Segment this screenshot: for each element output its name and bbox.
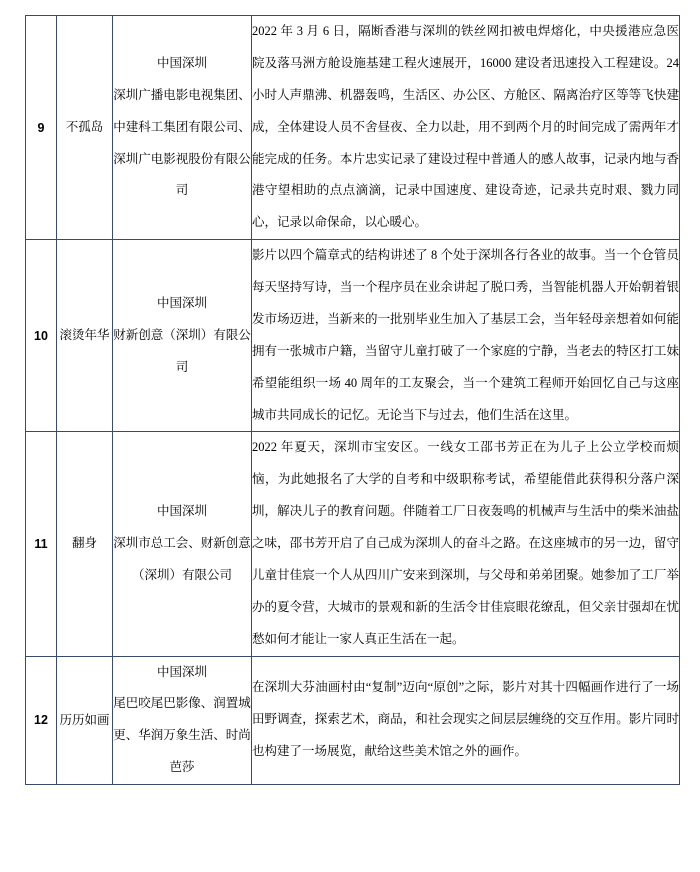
synopsis-text: 2022 年 3 月 6 日，隔断香港与深圳的铁丝网扣被电焊熔化，中央援港应急医院及落马洲方舱设施基建工程火速展开，16000 建设者迅速投入工程建设。24 小时人声鼎沸、机器轰鸣，生活区、办公区、方舱区、隔离治疗区等等飞快建成，全体建设人员不舍昼夜、全力以赴，用不到两个月的时间完成了需两年才能完成的任务。本片忠实记录了建设过程中普通人的感人故事，记录内地与香港守望相助的点点滴滴，记录中国速度、建设奇迹，记录共克时艰、戮力同心，记录以命保命，以心暖心。 bbox=[252, 24, 679, 230]
film-title-cell: 历历如画 bbox=[57, 656, 113, 785]
producer-name: 财新创意（深圳）有限公司 bbox=[113, 327, 251, 374]
synopsis-text: 影片以四个篇章式的结构讲述了 8 个处于深圳各行各业的故事。当一个仓管员每天坚持写诗，当一个程序员在业余讲起了脱口秀，当智能机器人开始朝着银发市场迈进，当新来的一批别毕业生加入了基层工会，当年轻母亲想着如何能拥有一张城市户籍，当留守儿童打破了一个家庭的宁静，当老去的特区打工妹希望能组织一场 40 周年的工友聚会，当一个建筑工程师开始回忆自己与这座城市共同成长的记忆。无论当下与过去，他们生活在这里。 bbox=[252, 248, 679, 422]
producer-name: 深圳市总工会、财新创意（深圳）有限公司 bbox=[113, 536, 251, 582]
synopsis-cell bbox=[252, 240, 680, 432]
producer-name: 深圳广播电影电视集团、中建科工集团有限公司、深圳广电影视股份有限公司 bbox=[113, 87, 251, 198]
row-index-cell: 11 bbox=[26, 432, 57, 656]
synopsis-cell bbox=[252, 432, 680, 656]
table-row bbox=[26, 432, 680, 656]
producer-cell bbox=[113, 432, 252, 656]
film-title-cell: 翻身 bbox=[57, 432, 113, 656]
table-row bbox=[26, 16, 680, 240]
film-list-table bbox=[25, 15, 680, 785]
film-title-cell: 不孤岛 bbox=[57, 16, 113, 240]
producer-cell bbox=[113, 16, 252, 240]
synopsis-cell bbox=[252, 16, 680, 240]
table-row bbox=[26, 656, 680, 785]
synopsis-text: 2022 年夏天，深圳市宝安区。一线女工邵书芳正在为儿子上公立学校而烦恼，为此她报名了大学的自考和中级职称考试，希望能借此获得积分落户深圳，解决儿子的教育问题。伴随着工厂日夜轰鸣的机械声与生活中的柴米油盐之味，邵书芳开启了自己成为深圳人的奋斗之路。在这座城市的另一边，留守儿童甘佳宸一个人从四川广安来到深圳，与父母和弟弟团聚。她参加了工厂举办的夏令营，大城市的景观和新的生活令甘佳宸眼花缭乱，但父亲甘强却在忧愁如何才能让一家人真正生活在一起。 bbox=[252, 440, 679, 646]
producer-cell bbox=[113, 240, 252, 432]
row-index-cell: 9 bbox=[26, 16, 57, 240]
producer-region: 中国深圳 bbox=[156, 55, 207, 70]
table-body bbox=[26, 16, 680, 785]
synopsis-text: 在深圳大芬油画村由“复制”迈向“原创”之际，影片对其十四幅画作进行了一场田野调查，探索艺术，商品，和社会现实之间层层缠绕的交互作用。影片同时也构建了一场展览，献给这些美术馆之外的画作。 bbox=[252, 680, 679, 759]
table-row bbox=[26, 240, 680, 432]
producer-cell bbox=[113, 656, 252, 785]
producer-name: 尾巴咬尾巴影像、润置城更、华润万象生活、时尚芭莎 bbox=[113, 696, 251, 775]
row-index-cell: 10 bbox=[26, 240, 57, 432]
producer-region: 中国深圳 bbox=[156, 664, 207, 679]
synopsis-cell bbox=[252, 656, 680, 785]
producer-region: 中国深圳 bbox=[156, 295, 207, 310]
film-title-cell: 滚烫年华 bbox=[57, 240, 113, 432]
row-index-cell: 12 bbox=[26, 656, 57, 785]
producer-region: 中国深圳 bbox=[156, 504, 207, 519]
